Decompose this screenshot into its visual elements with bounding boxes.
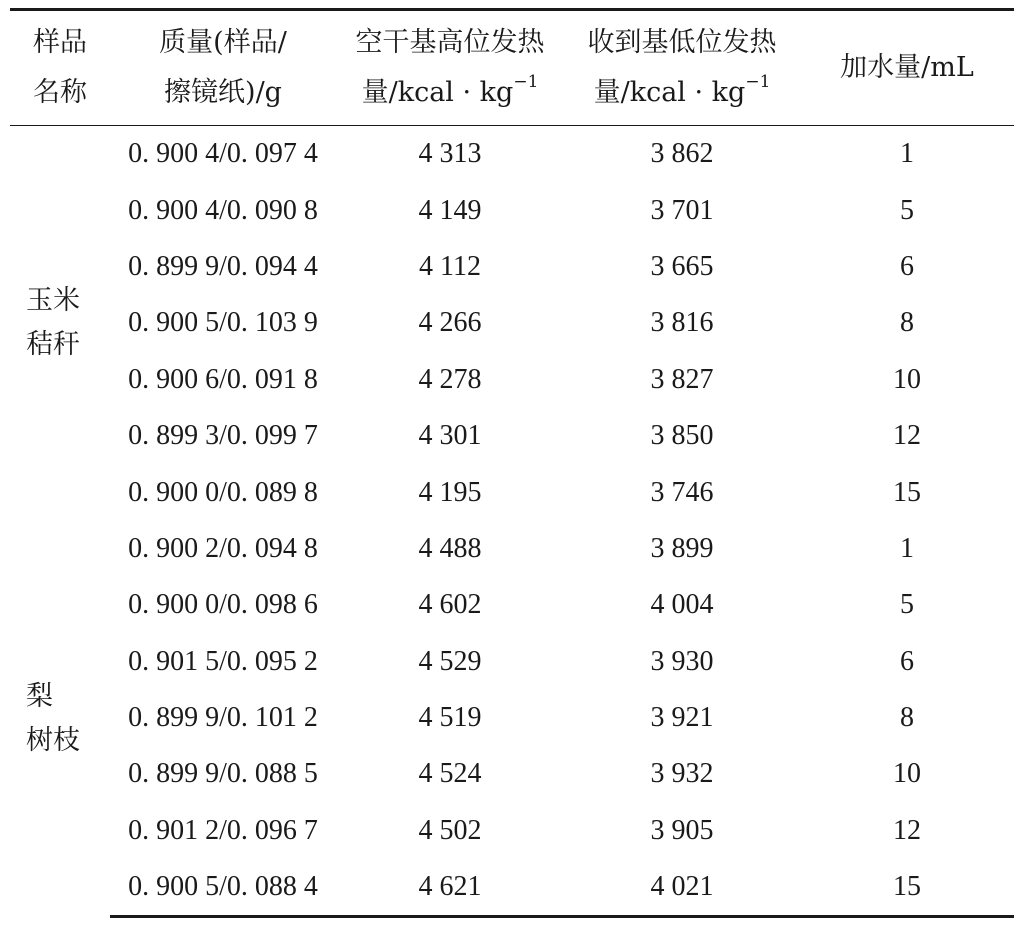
net-cv-cell: 3 701 xyxy=(650,194,714,226)
net-cv-cell: 3 932 xyxy=(650,758,714,790)
header-gross-calorific-value: 空干基高位发热 量/kcal · $kg^{-1}$ xyxy=(336,10,564,126)
mass-cell: 0. 900 6/0. 091 8 xyxy=(128,363,318,395)
water-cell: 6 xyxy=(900,250,914,282)
header-mass: 质量(样品/ 擦镜纸)/g xyxy=(110,10,336,126)
water-cell: 5 xyxy=(900,589,914,621)
mass-cell: 0. 900 5/0. 088 4 xyxy=(110,859,336,917)
gross-cv-cell: 4 621 xyxy=(336,859,564,917)
table-row xyxy=(10,182,1014,238)
water-cell: 8 xyxy=(900,307,914,339)
net-cv-cell: 3 899 xyxy=(650,532,714,564)
table-row xyxy=(10,352,1014,408)
table-row xyxy=(10,746,1014,802)
table-row xyxy=(10,464,1014,520)
mass-cell: 0. 900 4/0. 090 8 xyxy=(128,194,318,226)
water-cell: 15 xyxy=(800,859,1014,917)
sample-name-cell: 梨 树枝 xyxy=(26,680,80,756)
unit-exponent: −1 xyxy=(745,72,771,92)
table-row xyxy=(10,521,1014,577)
net-cv-cell: 4 004 xyxy=(650,589,714,621)
gross-cv-cell: 4 195 xyxy=(418,476,482,508)
mass-cell: 0. 899 9/0. 094 4 xyxy=(128,250,318,282)
gross-cv-cell: 4 112 xyxy=(419,250,481,282)
water-cell: 6 xyxy=(900,645,914,677)
table-row xyxy=(10,239,1014,295)
mass-cell: 0. 900 2/0. 094 8 xyxy=(128,532,318,564)
mass-cell: 0. 901 5/0. 095 2 xyxy=(128,645,318,677)
table-row xyxy=(10,408,1014,464)
header-net-calorific-value: 收到基低位发热 量/kcal · $kg^{-1}$ xyxy=(564,10,800,126)
header-sample-name: 样品 名称 xyxy=(10,10,110,126)
data-table-container xyxy=(10,8,1014,918)
table-row xyxy=(10,295,1014,351)
gross-cv-cell: 4 602 xyxy=(418,589,482,621)
table-body xyxy=(10,126,1014,917)
net-cv-cell: 3 816 xyxy=(650,307,714,339)
calorific-value-table xyxy=(10,8,1014,918)
mass-cell: 0. 899 3/0. 099 7 xyxy=(128,420,318,452)
table-header xyxy=(10,10,1014,126)
table-row xyxy=(10,803,1014,859)
net-cv-cell: 3 746 xyxy=(650,476,714,508)
mass-cell: 0. 900 0/0. 098 6 xyxy=(128,589,318,621)
water-cell: 15 xyxy=(893,476,921,508)
sample-name-cell: 玉米 秸秆 xyxy=(26,285,80,361)
header-row xyxy=(10,10,1014,126)
water-cell: 12 xyxy=(893,814,921,846)
water-cell: 10 xyxy=(893,363,921,395)
net-cv-cell: 3 665 xyxy=(650,250,714,282)
net-cv-cell: 3 930 xyxy=(650,645,714,677)
net-cv-cell: 3 850 xyxy=(650,420,714,452)
table-row xyxy=(10,126,1014,183)
water-cell: 1 xyxy=(900,532,914,564)
gross-cv-cell: 4 266 xyxy=(418,307,482,339)
gross-cv-cell: 4 149 xyxy=(418,194,482,226)
mass-cell: 0. 901 2/0. 096 7 xyxy=(128,814,318,846)
gross-cv-cell: 4 524 xyxy=(418,758,482,790)
unit-exponent: −1 xyxy=(513,72,539,92)
gross-cv-cell: 4 529 xyxy=(418,645,482,677)
water-cell: 12 xyxy=(893,420,921,452)
table-row xyxy=(10,577,1014,633)
water-cell: 1 xyxy=(900,138,914,170)
gross-cv-cell: 4 301 xyxy=(418,420,482,452)
net-cv-cell: 3 921 xyxy=(650,702,714,734)
net-cv-cell: 3 827 xyxy=(650,363,714,395)
water-cell: 5 xyxy=(900,194,914,226)
table-row xyxy=(10,859,1014,917)
table-row xyxy=(10,690,1014,746)
water-cell: 8 xyxy=(900,702,914,734)
gross-cv-cell: 4 519 xyxy=(418,702,482,734)
mass-cell: 0. 900 4/0. 097 4 xyxy=(128,138,318,170)
gross-cv-cell: 4 313 xyxy=(418,138,482,170)
net-cv-cell: 3 905 xyxy=(650,814,714,846)
mass-cell: 0. 899 9/0. 101 2 xyxy=(128,702,318,734)
gross-cv-cell: 4 502 xyxy=(418,814,482,846)
mass-cell: 0. 900 5/0. 103 9 xyxy=(128,307,318,339)
water-cell: 10 xyxy=(893,758,921,790)
gross-cv-cell: 4 278 xyxy=(418,363,482,395)
mass-cell: 0. 900 0/0. 089 8 xyxy=(128,476,318,508)
header-water-added: 加水量/mL xyxy=(800,10,1014,126)
gross-cv-cell: 4 488 xyxy=(418,532,482,564)
table-row xyxy=(10,634,1014,690)
net-cv-cell: 3 862 xyxy=(650,138,714,170)
mass-cell: 0. 899 9/0. 088 5 xyxy=(128,758,318,790)
net-cv-cell: 4 021 xyxy=(564,859,800,917)
